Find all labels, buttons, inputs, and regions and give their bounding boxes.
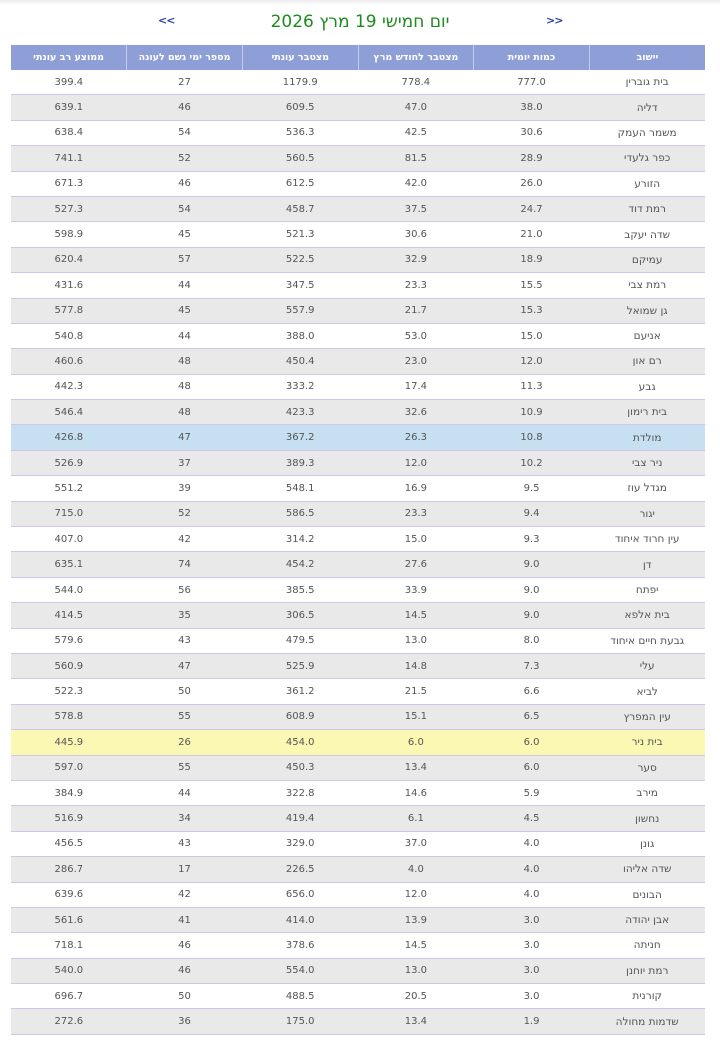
cell-settlement: יגור bbox=[589, 501, 705, 526]
cell-settlement: לביא bbox=[589, 679, 705, 704]
cell-season-total: 361.2 bbox=[242, 679, 358, 704]
cell-settlement: בית אלפא bbox=[589, 603, 705, 628]
cell-march-total: 4.0 bbox=[358, 857, 474, 882]
cell-daily-amount: 11.3 bbox=[474, 374, 590, 399]
cell-rain-days: 46 bbox=[127, 933, 243, 958]
table-row bbox=[11, 146, 705, 171]
cell-daily-amount: 5.9 bbox=[474, 780, 590, 805]
cell-multi-season-average: 272.6 bbox=[11, 1009, 127, 1034]
table-row bbox=[11, 374, 705, 399]
cell-settlement: סער bbox=[589, 755, 705, 780]
cell-season-total: 423.3 bbox=[242, 400, 358, 425]
cell-season-total: 560.5 bbox=[242, 146, 358, 171]
cell-season-total: 388.0 bbox=[242, 323, 358, 348]
cell-multi-season-average: 597.0 bbox=[11, 755, 127, 780]
cell-settlement: גונן bbox=[589, 831, 705, 856]
cell-season-total: 458.7 bbox=[242, 196, 358, 221]
table-row bbox=[11, 70, 705, 95]
cell-march-total: 13.0 bbox=[358, 958, 474, 983]
cell-multi-season-average: 526.9 bbox=[11, 450, 127, 475]
cell-season-total: 347.5 bbox=[242, 273, 358, 298]
cell-season-total: 521.3 bbox=[242, 222, 358, 247]
cell-season-total: 554.0 bbox=[242, 958, 358, 983]
cell-rain-days: 34 bbox=[127, 806, 243, 831]
table-row bbox=[11, 349, 705, 374]
cell-season-total: 175.0 bbox=[242, 1009, 358, 1034]
table-row bbox=[11, 1009, 705, 1034]
cell-multi-season-average: 551.2 bbox=[11, 476, 127, 501]
cell-daily-amount: 10.8 bbox=[474, 425, 590, 450]
cell-rain-days: 43 bbox=[127, 628, 243, 653]
cell-daily-amount: 6.0 bbox=[474, 755, 590, 780]
next-day-button[interactable]: >> bbox=[546, 14, 563, 27]
cell-settlement: קורנית bbox=[589, 984, 705, 1009]
cell-daily-amount: 21.0 bbox=[474, 222, 590, 247]
cell-rain-days: 47 bbox=[127, 653, 243, 678]
cell-daily-amount: 3.0 bbox=[474, 984, 590, 1009]
cell-daily-amount: 18.9 bbox=[474, 247, 590, 272]
cell-multi-season-average: 522.3 bbox=[11, 679, 127, 704]
cell-daily-amount: 15.5 bbox=[474, 273, 590, 298]
table-row bbox=[11, 755, 705, 780]
rainfall-table bbox=[11, 45, 705, 1035]
cell-march-total: 32.6 bbox=[358, 400, 474, 425]
cell-season-total: 367.2 bbox=[242, 425, 358, 450]
table-row bbox=[11, 603, 705, 628]
cell-settlement: בית ניר bbox=[589, 730, 705, 755]
table-row bbox=[11, 552, 705, 577]
table-row bbox=[11, 476, 705, 501]
cell-rain-days: 55 bbox=[127, 704, 243, 729]
cell-rain-days: 50 bbox=[127, 679, 243, 704]
cell-multi-season-average: 598.9 bbox=[11, 222, 127, 247]
cell-daily-amount: 9.5 bbox=[474, 476, 590, 501]
column-header-daily-amount[interactable]: כמות יומית bbox=[474, 45, 590, 70]
cell-multi-season-average: 445.9 bbox=[11, 730, 127, 755]
cell-multi-season-average: 286.7 bbox=[11, 857, 127, 882]
cell-rain-days: 46 bbox=[127, 171, 243, 196]
cell-daily-amount: 15.0 bbox=[474, 323, 590, 348]
cell-season-total: 322.8 bbox=[242, 780, 358, 805]
cell-daily-amount: 30.6 bbox=[474, 120, 590, 145]
cell-multi-season-average: 696.7 bbox=[11, 984, 127, 1009]
cell-march-total: 14.8 bbox=[358, 653, 474, 678]
table-row bbox=[11, 958, 705, 983]
cell-settlement: יפתח bbox=[589, 577, 705, 602]
cell-settlement: דן bbox=[589, 552, 705, 577]
column-header-march-total[interactable]: מצטבר לחודש מרץ bbox=[358, 45, 474, 70]
cell-season-total: 522.5 bbox=[242, 247, 358, 272]
table-row bbox=[11, 527, 705, 552]
cell-multi-season-average: 384.9 bbox=[11, 780, 127, 805]
cell-rain-days: 74 bbox=[127, 552, 243, 577]
cell-march-total: 33.9 bbox=[358, 577, 474, 602]
cell-settlement: ניר צבי bbox=[589, 450, 705, 475]
table-row bbox=[11, 120, 705, 145]
cell-daily-amount: 9.4 bbox=[474, 501, 590, 526]
cell-settlement: עין המפרץ bbox=[589, 704, 705, 729]
cell-multi-season-average: 456.5 bbox=[11, 831, 127, 856]
cell-settlement: עין חרוד איחוד bbox=[589, 527, 705, 552]
cell-march-total: 14.6 bbox=[358, 780, 474, 805]
cell-multi-season-average: 399.4 bbox=[11, 70, 127, 95]
cell-multi-season-average: 638.4 bbox=[11, 120, 127, 145]
table-row bbox=[11, 882, 705, 907]
cell-multi-season-average: 540.0 bbox=[11, 958, 127, 983]
cell-daily-amount: 4.0 bbox=[474, 857, 590, 882]
cell-march-total: 37.0 bbox=[358, 831, 474, 856]
cell-rain-days: 54 bbox=[127, 196, 243, 221]
table-body bbox=[11, 70, 705, 1034]
cell-rain-days: 26 bbox=[127, 730, 243, 755]
table-row bbox=[11, 704, 705, 729]
cell-season-total: 656.0 bbox=[242, 882, 358, 907]
table-row bbox=[11, 933, 705, 958]
cell-rain-days: 42 bbox=[127, 882, 243, 907]
column-header-season-total[interactable]: מצטבר עונתי bbox=[242, 45, 358, 70]
cell-rain-days: 57 bbox=[127, 247, 243, 272]
cell-rain-days: 44 bbox=[127, 780, 243, 805]
table-row bbox=[11, 323, 705, 348]
cell-march-total: 6.0 bbox=[358, 730, 474, 755]
cell-march-total: 12.0 bbox=[358, 882, 474, 907]
table-row bbox=[11, 730, 705, 755]
cell-rain-days: 55 bbox=[127, 755, 243, 780]
cell-multi-season-average: 620.4 bbox=[11, 247, 127, 272]
cell-season-total: 226.5 bbox=[242, 857, 358, 882]
cell-rain-days: 44 bbox=[127, 323, 243, 348]
table-row bbox=[11, 95, 705, 120]
cell-settlement: הזורע bbox=[589, 171, 705, 196]
table-row bbox=[11, 857, 705, 882]
cell-season-total: 314.2 bbox=[242, 527, 358, 552]
cell-march-total: 21.5 bbox=[358, 679, 474, 704]
cell-march-total: 12.0 bbox=[358, 450, 474, 475]
cell-season-total: 450.3 bbox=[242, 755, 358, 780]
table-row bbox=[11, 400, 705, 425]
cell-march-total: 37.5 bbox=[358, 196, 474, 221]
table-row bbox=[11, 577, 705, 602]
cell-rain-days: 54 bbox=[127, 120, 243, 145]
cell-march-total: 27.6 bbox=[358, 552, 474, 577]
cell-march-total: 15.0 bbox=[358, 527, 474, 552]
cell-multi-season-average: 579.6 bbox=[11, 628, 127, 653]
cell-multi-season-average: 561.6 bbox=[11, 907, 127, 932]
table-row bbox=[11, 298, 705, 323]
cell-settlement: דליה bbox=[589, 95, 705, 120]
cell-rain-days: 56 bbox=[127, 577, 243, 602]
cell-rain-days: 41 bbox=[127, 907, 243, 932]
cell-daily-amount: 10.2 bbox=[474, 450, 590, 475]
previous-day-button[interactable]: << bbox=[158, 14, 175, 27]
cell-rain-days: 17 bbox=[127, 857, 243, 882]
cell-season-total: 378.6 bbox=[242, 933, 358, 958]
cell-settlement: משמר העמק bbox=[589, 120, 705, 145]
cell-settlement: עלי bbox=[589, 653, 705, 678]
cell-settlement: שדה אליהו bbox=[589, 857, 705, 882]
cell-season-total: 608.9 bbox=[242, 704, 358, 729]
cell-settlement: רמת צבי bbox=[589, 273, 705, 298]
cell-settlement: גבעת חיים איחוד bbox=[589, 628, 705, 653]
table-row bbox=[11, 247, 705, 272]
cell-rain-days: 46 bbox=[127, 958, 243, 983]
date-header bbox=[0, 0, 720, 45]
cell-march-total: 81.5 bbox=[358, 146, 474, 171]
cell-march-total: 16.9 bbox=[358, 476, 474, 501]
cell-settlement: רמת יוחנן bbox=[589, 958, 705, 983]
cell-multi-season-average: 715.0 bbox=[11, 501, 127, 526]
cell-season-total: 306.5 bbox=[242, 603, 358, 628]
cell-rain-days: 48 bbox=[127, 400, 243, 425]
cell-settlement: שדה יעקב bbox=[589, 222, 705, 247]
cell-march-total: 14.5 bbox=[358, 933, 474, 958]
cell-settlement: כפר גלעדי bbox=[589, 146, 705, 171]
table-row bbox=[11, 831, 705, 856]
cell-daily-amount: 4.0 bbox=[474, 831, 590, 856]
cell-multi-season-average: 442.3 bbox=[11, 374, 127, 399]
cell-march-total: 30.6 bbox=[358, 222, 474, 247]
cell-march-total: 14.5 bbox=[358, 603, 474, 628]
cell-rain-days: 52 bbox=[127, 501, 243, 526]
cell-march-total: 21.7 bbox=[358, 298, 474, 323]
cell-multi-season-average: 540.8 bbox=[11, 323, 127, 348]
cell-settlement: מגדל עוז bbox=[589, 476, 705, 501]
cell-rain-days: 48 bbox=[127, 374, 243, 399]
cell-daily-amount: 3.0 bbox=[474, 907, 590, 932]
cell-daily-amount: 12.0 bbox=[474, 349, 590, 374]
cell-daily-amount: 1.9 bbox=[474, 1009, 590, 1034]
cell-rain-days: 27 bbox=[127, 70, 243, 95]
cell-march-total: 20.5 bbox=[358, 984, 474, 1009]
cell-multi-season-average: 639.6 bbox=[11, 882, 127, 907]
column-header-multi-season-average[interactable]: ממוצע רב עונתי bbox=[11, 45, 127, 70]
cell-settlement: הבונים bbox=[589, 882, 705, 907]
cell-settlement: עמיקם bbox=[589, 247, 705, 272]
cell-season-total: 525.9 bbox=[242, 653, 358, 678]
cell-multi-season-average: 635.1 bbox=[11, 552, 127, 577]
cell-settlement: בית גוברין bbox=[589, 70, 705, 95]
cell-march-total: 47.0 bbox=[358, 95, 474, 120]
cell-multi-season-average: 671.3 bbox=[11, 171, 127, 196]
cell-rain-days: 43 bbox=[127, 831, 243, 856]
cell-multi-season-average: 516.9 bbox=[11, 806, 127, 831]
cell-march-total: 6.1 bbox=[358, 806, 474, 831]
cell-daily-amount: 9.3 bbox=[474, 527, 590, 552]
cell-rain-days: 50 bbox=[127, 984, 243, 1009]
cell-settlement: מולדת bbox=[589, 425, 705, 450]
table-row bbox=[11, 171, 705, 196]
table-row bbox=[11, 628, 705, 653]
cell-rain-days: 48 bbox=[127, 349, 243, 374]
cell-season-total: 586.5 bbox=[242, 501, 358, 526]
cell-season-total: 479.5 bbox=[242, 628, 358, 653]
table-row bbox=[11, 273, 705, 298]
cell-march-total: 778.4 bbox=[358, 70, 474, 95]
cell-multi-season-average: 718.1 bbox=[11, 933, 127, 958]
cell-rain-days: 37 bbox=[127, 450, 243, 475]
cell-settlement: בית רימון bbox=[589, 400, 705, 425]
cell-march-total: 42.0 bbox=[358, 171, 474, 196]
cell-march-total: 17.4 bbox=[358, 374, 474, 399]
cell-season-total: 1179.9 bbox=[242, 70, 358, 95]
cell-multi-season-average: 544.0 bbox=[11, 577, 127, 602]
cell-multi-season-average: 577.8 bbox=[11, 298, 127, 323]
cell-season-total: 333.2 bbox=[242, 374, 358, 399]
cell-settlement: אבן יהודה bbox=[589, 907, 705, 932]
table-row bbox=[11, 501, 705, 526]
cell-daily-amount: 15.3 bbox=[474, 298, 590, 323]
cell-season-total: 385.5 bbox=[242, 577, 358, 602]
cell-daily-amount: 9.0 bbox=[474, 577, 590, 602]
cell-multi-season-average: 414.5 bbox=[11, 603, 127, 628]
cell-rain-days: 46 bbox=[127, 95, 243, 120]
cell-multi-season-average: 560.9 bbox=[11, 653, 127, 678]
cell-multi-season-average: 426.8 bbox=[11, 425, 127, 450]
cell-rain-days: 45 bbox=[127, 298, 243, 323]
cell-season-total: 557.9 bbox=[242, 298, 358, 323]
cell-march-total: 13.4 bbox=[358, 755, 474, 780]
cell-season-total: 450.4 bbox=[242, 349, 358, 374]
cell-daily-amount: 9.0 bbox=[474, 603, 590, 628]
cell-settlement: רמת דוד bbox=[589, 196, 705, 221]
table-row bbox=[11, 222, 705, 247]
cell-daily-amount: 3.0 bbox=[474, 958, 590, 983]
cell-march-total: 15.1 bbox=[358, 704, 474, 729]
cell-multi-season-average: 460.6 bbox=[11, 349, 127, 374]
cell-settlement: גבע bbox=[589, 374, 705, 399]
cell-daily-amount: 10.9 bbox=[474, 400, 590, 425]
cell-settlement: מירב bbox=[589, 780, 705, 805]
column-header-rain-days[interactable]: מספר ימי גשם לעונה bbox=[127, 45, 243, 70]
cell-march-total: 23.3 bbox=[358, 273, 474, 298]
cell-multi-season-average: 578.8 bbox=[11, 704, 127, 729]
cell-daily-amount: 8.0 bbox=[474, 628, 590, 653]
cell-march-total: 26.3 bbox=[358, 425, 474, 450]
cell-march-total: 23.0 bbox=[358, 349, 474, 374]
cell-settlement: אניעם bbox=[589, 323, 705, 348]
cell-settlement: שדמות מחולה bbox=[589, 1009, 705, 1034]
table-row bbox=[11, 450, 705, 475]
column-header-settlement[interactable]: יישוב bbox=[589, 45, 705, 70]
cell-daily-amount: 4.5 bbox=[474, 806, 590, 831]
table-row bbox=[11, 907, 705, 932]
table-row bbox=[11, 196, 705, 221]
table-row bbox=[11, 679, 705, 704]
cell-march-total: 32.9 bbox=[358, 247, 474, 272]
table-row bbox=[11, 425, 705, 450]
cell-multi-season-average: 527.3 bbox=[11, 196, 127, 221]
cell-march-total: 42.5 bbox=[358, 120, 474, 145]
cell-daily-amount: 24.7 bbox=[474, 196, 590, 221]
cell-season-total: 454.0 bbox=[242, 730, 358, 755]
cell-march-total: 13.9 bbox=[358, 907, 474, 932]
cell-rain-days: 45 bbox=[127, 222, 243, 247]
cell-rain-days: 47 bbox=[127, 425, 243, 450]
cell-settlement: חניתה bbox=[589, 933, 705, 958]
cell-settlement: גן שמואל bbox=[589, 298, 705, 323]
cell-rain-days: 52 bbox=[127, 146, 243, 171]
cell-daily-amount: 6.0 bbox=[474, 730, 590, 755]
cell-season-total: 454.2 bbox=[242, 552, 358, 577]
date-title: יום חמישי 19 מרץ 2026 bbox=[270, 12, 450, 32]
cell-daily-amount: 38.0 bbox=[474, 95, 590, 120]
cell-rain-days: 42 bbox=[127, 527, 243, 552]
cell-multi-season-average: 639.1 bbox=[11, 95, 127, 120]
cell-daily-amount: 6.6 bbox=[474, 679, 590, 704]
cell-daily-amount: 9.0 bbox=[474, 552, 590, 577]
cell-season-total: 609.5 bbox=[242, 95, 358, 120]
table-header-row bbox=[11, 45, 705, 70]
cell-daily-amount: 28.9 bbox=[474, 146, 590, 171]
table-row bbox=[11, 806, 705, 831]
cell-multi-season-average: 741.1 bbox=[11, 146, 127, 171]
cell-multi-season-average: 431.6 bbox=[11, 273, 127, 298]
cell-season-total: 488.5 bbox=[242, 984, 358, 1009]
cell-daily-amount: 3.0 bbox=[474, 933, 590, 958]
table-row bbox=[11, 984, 705, 1009]
table-row bbox=[11, 780, 705, 805]
cell-season-total: 414.0 bbox=[242, 907, 358, 932]
cell-season-total: 548.1 bbox=[242, 476, 358, 501]
cell-march-total: 53.0 bbox=[358, 323, 474, 348]
cell-march-total: 23.3 bbox=[358, 501, 474, 526]
cell-rain-days: 44 bbox=[127, 273, 243, 298]
cell-season-total: 536.3 bbox=[242, 120, 358, 145]
cell-daily-amount: 4.0 bbox=[474, 882, 590, 907]
cell-daily-amount: 777.0 bbox=[474, 70, 590, 95]
cell-daily-amount: 7.3 bbox=[474, 653, 590, 678]
cell-season-total: 419.4 bbox=[242, 806, 358, 831]
cell-multi-season-average: 407.0 bbox=[11, 527, 127, 552]
cell-march-total: 13.4 bbox=[358, 1009, 474, 1034]
table-row bbox=[11, 653, 705, 678]
cell-season-total: 329.0 bbox=[242, 831, 358, 856]
cell-rain-days: 36 bbox=[127, 1009, 243, 1034]
cell-settlement: נחשון bbox=[589, 806, 705, 831]
cell-rain-days: 35 bbox=[127, 603, 243, 628]
cell-multi-season-average: 546.4 bbox=[11, 400, 127, 425]
cell-daily-amount: 6.5 bbox=[474, 704, 590, 729]
cell-season-total: 612.5 bbox=[242, 171, 358, 196]
cell-season-total: 389.3 bbox=[242, 450, 358, 475]
cell-march-total: 13.0 bbox=[358, 628, 474, 653]
cell-rain-days: 39 bbox=[127, 476, 243, 501]
cell-settlement: רם און bbox=[589, 349, 705, 374]
cell-daily-amount: 26.0 bbox=[474, 171, 590, 196]
